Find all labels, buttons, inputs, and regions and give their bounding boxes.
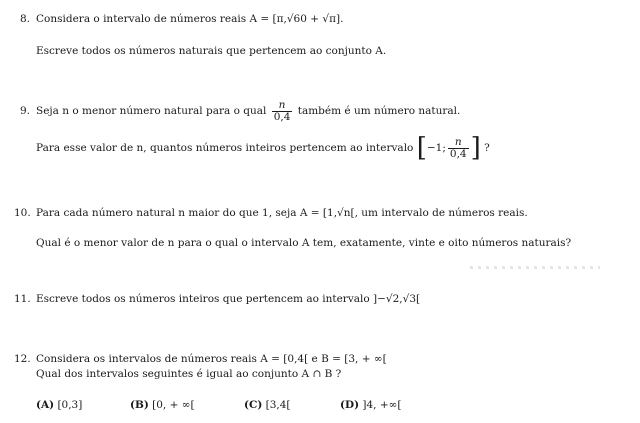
q12-option-c[interactable]: [244, 398, 291, 412]
q12-option-c-label: (C): [244, 399, 263, 411]
q9-statement-before: Seja n o menor número natural para o qual: [36, 105, 267, 117]
q9-question-before: Para esse valor de n, quantos números inteiros pertencem ao intervalo: [36, 142, 414, 154]
q12-question: Qual dos intervalos seguintes é igual ao conjunto A ∩ B ?: [36, 368, 342, 380]
q12-option-d[interactable]: [340, 398, 401, 412]
scan-artifact: [470, 266, 600, 269]
q9-question-after: ?: [484, 142, 490, 154]
q9-frac-den: 0,4: [273, 110, 291, 123]
q12-option-a-label: (A): [36, 399, 55, 411]
q11-statement: Escreve todos os números inteiros que pertencem ao intervalo ]−√2,√3[: [36, 293, 421, 305]
q9-statement: [36, 98, 460, 124]
q10-question: Qual é o menor valor de n para o qual o intervalo A tem, exatamente, vinte e oito números naturais?: [36, 237, 572, 249]
q9-interval-frac-den: 0,4: [449, 147, 467, 160]
q12-number: 12.: [14, 353, 31, 365]
q10-statement: Para cada número natural n maior do que 1, seja A = [1,√n[, um intervalo de números reais.: [36, 207, 528, 219]
q9-number: 9.: [20, 105, 31, 117]
q12-option-d-label: (D): [340, 399, 360, 411]
q8-statement: Considera o intervalo de números reais A = [π,√60 + √π].: [36, 13, 344, 25]
q11-number: 11.: [14, 293, 31, 305]
q8-instruction: Escreve todos os números naturais que pertencem ao conjunto A.: [36, 45, 387, 57]
q9-frac-num: n: [272, 100, 293, 112]
q12-option-d-value: ]4, +∞[: [362, 399, 402, 411]
q12-option-a-value: [0,3]: [57, 399, 83, 411]
q9-bracket-close: ]: [470, 133, 481, 163]
q9-fraction: [272, 100, 293, 123]
q9-statement-after: também é um número natural.: [297, 105, 461, 117]
q10-number: 10.: [14, 207, 31, 219]
q12-option-b-value: [0, + ∞[: [152, 399, 195, 411]
q12-option-a[interactable]: [36, 398, 82, 412]
q8-number: 8.: [20, 13, 31, 25]
q12-option-b-label: (B): [130, 399, 149, 411]
q9-interval-frac-num: n: [448, 137, 469, 149]
q9-interval-left: −1;: [426, 142, 446, 154]
q12-option-c-value: [3,4[: [265, 399, 291, 411]
q12-statement: Considera os intervalos de números reais A = [0,4[ e B = [3, + ∞[: [36, 353, 387, 365]
q12-option-b[interactable]: [130, 398, 195, 412]
q9-interval-fraction: [448, 137, 469, 160]
q9-question: [36, 134, 490, 162]
q9-bracket-open: [: [416, 133, 427, 163]
